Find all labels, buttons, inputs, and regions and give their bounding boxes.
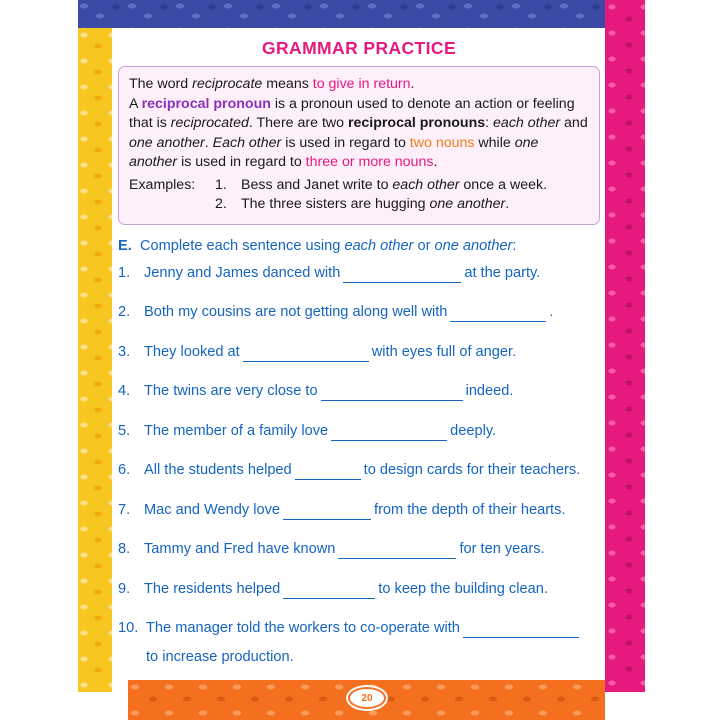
note-text: means [262,76,313,92]
question-text-before: Both my cousins are not getting along well with [144,304,448,320]
example-text-before: The three sisters are hugging [241,196,430,212]
question-10-continuation: to increase production. [146,648,294,665]
question-text [144,579,600,599]
instruction-part-c: : [512,237,517,254]
note-each-other-2: Each other [212,134,282,151]
example-number: 1. [215,176,227,193]
exercise-letter: E. [118,237,132,254]
note-line-1 [129,75,589,95]
exercise-instruction [118,238,600,254]
note-line-2 [129,95,589,173]
question-number: 4. [118,383,131,399]
note-text: . [204,134,213,151]
instruction-part-b: or [413,237,435,254]
question-row-8 [118,539,600,559]
example-number: 2. [215,196,227,212]
note-text: . There are two [248,115,348,131]
question-text-after: for ten years. [459,541,545,557]
note-text: is a pronoun used to denote an action or feeling that is [129,95,575,131]
examples-label: Examples: [129,176,196,193]
exercise-instruction-text [140,238,516,254]
question-text [144,421,600,441]
question-text [144,302,600,322]
instruction-italic-each-other: each other [344,237,414,254]
answer-blank[interactable] [463,624,579,638]
question-number: 1. [118,264,131,281]
explanation-box [118,66,600,225]
answer-blank[interactable] [331,427,447,441]
answer-blank[interactable] [450,308,546,322]
question-number: 6. [118,462,131,478]
top-decorative-border [78,0,605,28]
question-row-7 [118,500,600,520]
question-number: 9. [118,580,131,597]
question-number: 3. [118,343,131,360]
note-term-reciprocal-pronouns: reciprocal pronouns [347,115,486,131]
list-item [215,176,589,196]
question-text [144,460,600,480]
examples-block [129,176,589,215]
question-text [144,381,600,401]
page-content [118,30,600,678]
note-keyword-reciprocate: reciprocate [192,76,263,92]
note-text: is used in regard to [281,134,410,151]
example-text-italic: one another [429,196,506,212]
question-row-4 [118,381,600,401]
answer-blank[interactable] [283,506,371,520]
example-text-after: . [505,196,510,212]
question-text-before: The member of a family love [144,422,329,439]
note-meaning: to give in return [312,76,411,92]
question-number: 5. [118,422,131,439]
question-text-before: The manager told the workers to co-operate with [146,620,460,636]
question-text [146,618,600,638]
question-row-10 [118,618,600,638]
note-one-another-2: one another [129,134,539,170]
note-one-another: one another [129,134,205,151]
note-keyword-reciprocated: reciprocated [170,115,249,131]
example-text-after: once a week. [459,176,548,193]
note-text: : [485,115,494,131]
question-text-before: All the students helped [144,462,292,478]
examples-list [215,176,589,215]
note-each-other: each other [493,115,561,131]
answer-blank[interactable] [338,545,456,559]
question-text-after: with eyes full of anger. [371,343,517,360]
note-two-nouns: two nouns [409,134,475,151]
question-text-after: at the party. [464,264,541,281]
answer-blank[interactable] [343,269,461,283]
instruction-italic-one-another: one another [434,237,513,254]
question-text-after: indeed. [465,383,514,399]
list-item [215,195,589,215]
question-text-before: The residents helped [144,580,281,597]
question-row-1 [118,263,600,283]
note-text: while [474,134,515,151]
question-text-before: They looked at [144,343,240,360]
example-text [241,176,547,196]
right-decorative-border [605,0,645,692]
question-text-before: Tammy and Fred have known [144,541,336,557]
question-row-6 [118,460,600,480]
left-decorative-border [78,28,112,692]
question-text-after: deeply. [450,422,497,439]
question-text-after: from the depth of their hearts. [374,501,566,518]
note-three-or-more-nouns: three or more nouns [305,154,434,170]
note-term-reciprocal-pronoun: reciprocal pronoun [141,95,271,112]
instruction-part-a: Complete each sentence using [140,237,345,254]
question-text-before: Jenny and James danced with [144,264,341,281]
note-text: and [560,115,588,131]
question-text [144,263,600,283]
question-text-after: to design cards for their teachers. [363,462,581,478]
note-text: . [433,154,438,170]
section-title: GRAMMAR PRACTICE [261,38,457,58]
question-text-before: Mac and Wendy love [144,501,281,518]
answer-blank[interactable] [243,348,369,362]
example-text [241,195,509,215]
question-number: 10. [118,620,139,636]
question-row-3 [118,342,600,362]
question-number: 8. [118,541,131,557]
question-text [144,342,600,362]
question-text-after: to keep the building clean. [378,580,548,597]
question-number: 7. [118,501,131,518]
note-text: A [129,95,142,112]
note-text: is used in regard to [177,154,306,170]
question-text-after: . [549,304,554,320]
question-row-5 [118,421,600,441]
question-text [144,500,600,520]
answer-blank[interactable] [321,387,463,401]
example-text-italic: each other [392,176,460,193]
question-text-before: The twins are very close to [144,383,318,399]
page-number: 20 [348,687,386,709]
question-row-9 [118,579,600,599]
question-number: 2. [118,304,131,320]
note-text: The word [129,76,193,92]
question-row-2 [118,302,600,322]
answer-blank[interactable] [283,585,375,599]
example-text-before: Bess and Janet write to [241,176,393,193]
question-text [144,539,600,559]
answer-blank[interactable] [295,466,361,480]
exercise-section [118,238,600,665]
note-text: . [410,76,415,92]
